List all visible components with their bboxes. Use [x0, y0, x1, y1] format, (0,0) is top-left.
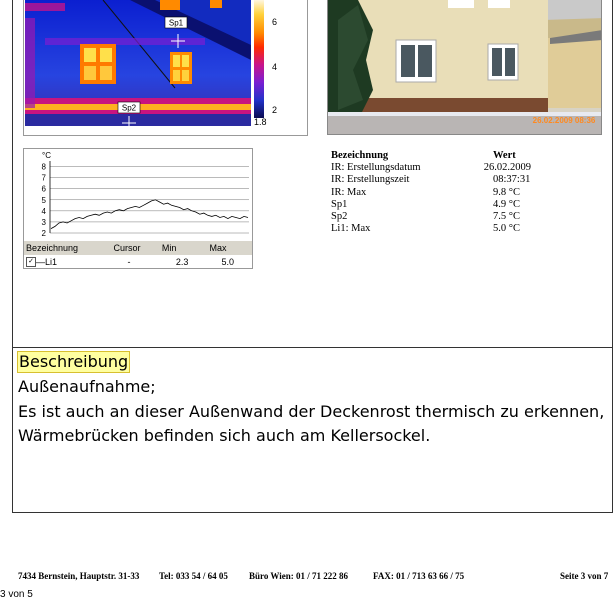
description-line: Wärmebrücken befinden sich auch am Kellersockel.	[18, 426, 431, 445]
measurement-row: Li1: Max 5.0 °C	[331, 223, 520, 235]
y-tick-label: 5	[41, 195, 46, 205]
table-header: Cursor	[111, 241, 159, 255]
series-name: Li1	[45, 256, 58, 267]
profile-chart	[24, 149, 252, 241]
footer-office: Büro Wien: 01 / 71 222 86	[249, 571, 349, 581]
line-legend-icon: —	[36, 256, 45, 267]
y-tick-label: 6	[41, 184, 46, 194]
page-counter: 3 von 5	[0, 589, 33, 600]
house-photo	[327, 0, 602, 135]
measurement-header-value: Wert	[493, 150, 516, 161]
thermal-image	[25, 0, 251, 126]
measurement-row: IR: Erstellungszeit 08:37:31	[331, 174, 531, 186]
photo-timestamp: 26.02.2009 08:36	[532, 116, 596, 125]
spot-label-sp2: Sp2	[121, 103, 137, 113]
footer-fax: FAX: 01 / 713 63 66 / 75	[373, 571, 465, 581]
spot-label-sp1: Sp1	[168, 18, 184, 28]
measurement-row: IR: Max 9.8 °C	[331, 186, 520, 198]
scale-label: 1.8	[254, 117, 267, 127]
table-header: Bezeichnung	[24, 241, 111, 255]
chart-series-line	[51, 200, 248, 229]
chart-legend-table	[24, 241, 252, 269]
description-line: Außenaufnahme;	[18, 377, 156, 396]
table-header: Min	[160, 241, 208, 255]
description-heading: Beschreibung	[19, 352, 129, 371]
y-tick-label: 7	[41, 173, 46, 183]
table-header: Max	[207, 241, 252, 255]
description-line: Es ist auch an dieser Außenwand der Deckenrost thermisch zu erkennen,	[18, 402, 605, 421]
scale-label: 4	[272, 62, 278, 72]
measurement-row: Sp1 4.9 °C	[331, 198, 520, 210]
y-tick-label: 3	[41, 217, 46, 227]
footer-page: Seite 3 von 7	[560, 571, 609, 581]
measurement-row: Sp2 7.5 °C	[331, 211, 520, 223]
min-value: 2.3	[175, 257, 189, 267]
footer-tel: Tel: 033 54 / 64 05	[159, 571, 228, 581]
scale-label: 2	[272, 105, 278, 115]
y-tick-label: 8	[41, 162, 46, 172]
measurement-row: IR: Erstellungsdatum 26.02.2009	[331, 162, 531, 174]
measurement-header-name: Bezeichnung	[331, 150, 389, 161]
footer-address: 7434 Bernstein, Hauptstr. 31-33	[18, 571, 140, 581]
max-value: 5.0	[221, 257, 234, 267]
y-tick-label: 4	[41, 206, 46, 216]
measurement-table	[331, 150, 531, 235]
chart-unit-label: °C	[42, 151, 51, 160]
scale-label: 6	[272, 17, 278, 27]
table-row	[24, 255, 252, 269]
temperature-scale-bar	[254, 0, 264, 118]
series-checkbox[interactable]: ✓	[26, 257, 36, 267]
cursor-value: -	[127, 257, 131, 267]
y-tick-label: 2	[41, 229, 46, 238]
